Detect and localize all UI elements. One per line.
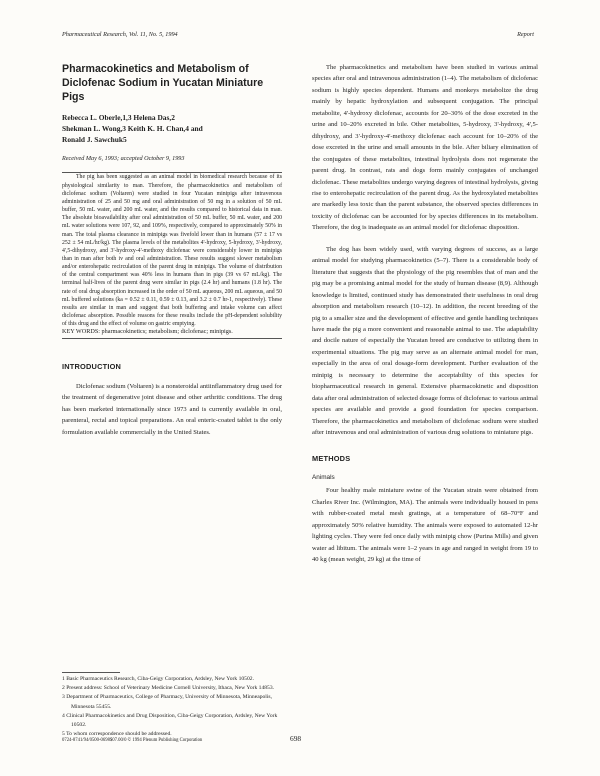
authors-line-1: Rebecca L. Oberle,1,3 Helena Das,2 [62, 113, 175, 122]
page-number: 698 [290, 734, 302, 743]
article-title: Pharmacokinetics and Metabolism of Diclofenac Sodium in Yucatan Miniature Pigs [62, 63, 264, 103]
methods-heading: METHODS [312, 453, 351, 463]
introduction-text: Diclofenac sodium (Voltaren) is a nonsteroidal antiinflammatory drug used for the treatment of degenerative joint disease and other arthritic conditions. The drug has been marketed internationally since 1973 and is currently available in oral, parenteral, rectal and topical preparations. An oral enteric-coated tablet is the only formulation available commercially in the United States. [62, 382, 282, 436]
animals-heading: Animals [312, 473, 335, 481]
author-list [62, 112, 282, 145]
body-paragraph-2: The dog has been widely used, with varying degrees of success, as a large animal model for studying pharmacokinetics (5–7). There is a considerable body of literature that suggests that the physiology of the pig resembles that of man and the pig may be a promising animal model for the study of human disease (8,9). Although knowledge is limited, continued study has demonstrated their usefulness in oral drug absorption and metabolism research (10–12). In addition, the recent breeding of the pig to a smaller size and the development of effective and gentle handling techniques have made the pig a more convenient and reasonable animal to use. The adaptability and docile nature of especially the Yucatan breed are conducive to utilizing them in experimental situations. The pig may serve as an alternate animal model for man, especially in the area of oral dosage-form development. Further evaluation of the minipig is necessary to determine the acceptability of this species for biopharmaceutical research in general. Extensive pharmacokinetic and disposition data after oral administration of selected dosage forms of diclofenac to various animal species are available and provide a good foundation for species comparison. Therefore, the pharmacokinetics and metabolism of diclofenac sodium were studied after intravenous and oral administration of various drug solutions to miniature pigs. [312, 245, 538, 437]
article-type: Report [517, 31, 534, 38]
received-date: Received May 6, 1993; accepted October 9, 1993 [62, 155, 185, 162]
abstract-bottom-rule [62, 338, 282, 339]
authors-line-3: Ronald J. Sawchuk5 [62, 135, 127, 144]
footnotes [62, 672, 282, 739]
footnote-1: 1 Basic Pharmaceutics Research, Ciba-Geigy Corporation, Ardsley, New York 10502. [62, 676, 254, 682]
animals-paragraph: Four healthy male miniature swine of the Yucatan strain were obtained from Charles River Inc. (Wilmington, MA). The animals were individually housed in pens with rubber-coated metal mesh gratings, at a temperature of 68–70°F and approximately 50% relative humidity. The animals were exposed to automated 12-hr lighting cycles. They were fed once daily with minipig chow (Purina Mills) and given water ad libitum. The animals were 1–2 years in age and ranged in weight from 19 to 40 kg (mean weight, 29 kg) at the time of [312, 487, 538, 564]
copyright-line: 0724-8741/94/0500-0698$07.00/0 © 1994 Plenum Publishing Corporation [62, 738, 203, 743]
footnote-2: 2 Present address: School of Veterinary Medicine Cornell University, Ithaca, New York 14853. [62, 685, 275, 692]
footnote-rule [62, 672, 120, 673]
right-column [312, 62, 538, 566]
footnote-4: 4 Clinical Pharmacokinetics and Drug Disposition, Ciba-Geigy Corporation, Ardsley, New York 10502. [62, 712, 278, 729]
left-column [62, 62, 282, 438]
footnote-3: 3 Department of Pharmaceutics, College of Pharmacy, University of Minnesota, Minneapolis, Minnesota 55455. [62, 694, 272, 710]
journal-header: Pharmaceutical Research, Vol. 11, No. 5, 1994 [62, 31, 178, 38]
authors-line-2: Shekman L. Wong,3 Keith K. H. Chan,4 and [62, 124, 203, 133]
body-paragraph-1: The pharmacokinetics and metabolism have been studied in various animal species after oral and intravenous administration (1–4). The metabolism of diclofenac sodium is highly species dependent. Humans and monkeys metabolize the drug mainly by hepatic hydroxylation and subsequent conjugation. The principal metabolite, 4'-hydroxy diclofenac, accounts for 20–30% of the dose excreted in the urine and 10–20% excreted in bile. Other metabolites, 5-hydroxy, 3'-hydroxy, 4',5-dihydroxy, and 3'-hydroxy-4'-methoxy diclofenac each account for 10–20% of the dose excreted in the urine and small amounts in the bile. After biliary elimination of the conjugates of these metabolites, intestinal hydrolysis does not regenerate the parent drug. In contrast, rats and dogs form mainly conjugates of unchanged diclofenac. These metabolites undergo varying degrees of intestinal hydrolysis, giving rise to enterohepatic recirculation of the parent drug. As the hydroxylated metabolites are markedly less toxic than the parent substance, the observed species differences in toxicity of diclofenac can be accounted for by species differences in its metabolism. Therefore, the dog is inadequate as an animal model for diclofenac disposition. [312, 64, 538, 232]
keywords-list: pharmacokinetics; metabolism; diclofenac; minipigs. [101, 328, 233, 336]
footnote-5: 5 To whom correspondence should be addressed. [62, 731, 172, 738]
introduction-heading: INTRODUCTION [62, 362, 122, 372]
keywords [62, 328, 282, 336]
abstract: The pig has been suggested as an animal model in biomedical research because of its physiological similarity to man. Therefore, the pharmacokinetics and metabolism of diclofenac sodium (Voltaren) were studied in four Yucatan minipigs after intravenous administration of 25 and 50 mg and oral administration of 50 mg in a solution of 50 mL buffer, 50 mL water, and 200 mL water, and the results compared to historical data in man. The absolute bioavailability after oral administration of 50 mL buffer, 50 mL water, and 200 mL water solutions were 107, 92, and 109%, respectively, compared to approximately 50% in man. The total plasma clearance in minipigs was fivefold lower than in humans (57 ± 17 vs 252 ± 54 mL/hr/kg). The plasma levels of the metabolites 4'-hydroxy, 5-hydroxy, 3'-hydroxy, 4',5-dihydroxy, and 3'-hydroxy-4'-methoxy diclofenac were considerably lower in minipigs than in man after both iv and oral administration. These results suggest slower metabolism and/or enterohepatic recirculation of the parent drug in minipigs. The volume of distribution of the central compartment was 40% less in humans than in pigs (39 vs 67 mL/kg). The terminal half-lives of the parent drug were similar in pigs (2.4 hr) and humans (1.8 hr). The rate of oral drug absorption increased in the order of 50 mL aqueous, 200 mL aqueous, and 50 mL buffered solutions (ka = 0.52 ± 0.11, 0.59 ± 0.13, and 3.2 ± 0.7 hr-1, respectively). These results are similar in man and suggest that both buffering and intake volume can affect diclofenac absorption. Possible reasons for these results include the pH-dependent solubility of this drug and the effect of volume on gastric emptying. [62, 174, 282, 328]
keywords-label: KEY WORDS: [62, 328, 100, 336]
